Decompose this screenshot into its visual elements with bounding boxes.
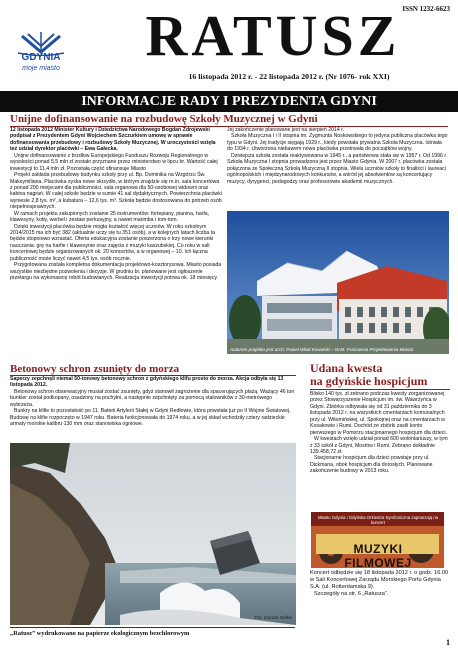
music-headline[interactable]: Unijne dofinansowanie na rozbudowę Szkoły Muzycznej w Gdyni: [10, 113, 318, 125]
music-paragraph: Dzięki inwestycji placówka będzie mogła kształcić więcej uczniów. W roku szkolnym 2014/2015 ma ich być 382 (aktualnie uczy się tu 351 osób), a w kolejnych latach liczba ta będzie stopniowo wzrastać. Oferta edukacyjna zostanie poszerzona o trzy nowe kierunki nauczania: grę na harfie i klawesynie oraz zajęcia z muzyki kaszubskiej. Co roku w sali koncertowej będzie organizowanych ok. 20 koncertów, a w organowej – 10. Ich łączna publiczność może liczyć nawet 4,5 tys. osób rocznie.: [10, 223, 216, 262]
bunker-photo-credit: Fot. Dorota Nelke: [254, 616, 292, 621]
issue-line: 16 listopada 2012 r. - 22 listopada 2012 r. (Nr 1076- rok XXI): [188, 72, 390, 81]
logo-subtitle: moje miasto: [22, 65, 60, 72]
gdynia-logo: [8, 32, 74, 80]
hospice-headline-rule: [310, 389, 450, 390]
music-paragraph: Jej zakończenie planowane jest na sierpień 2014 r.: [227, 127, 345, 133]
concert-paragraph: Koncert odbędzie się 18 listopada 2012 r. o godz. 16.00 w Sali Koncertowej Zarządu Morskiego Portu Gdynia S.A. (ul. Rotterdamska 9).: [310, 570, 449, 590]
music-paragraph: Projekt zakłada przebudowę budynku szkoły przy ul. Bp. Dominika na Wzgórzu Św. Maksymiliana. Placówka zyska nowe skrzydło, w którym znajdzie się m.in. sala koncertowa z ponad 200 miejscami dla publiczności, sala organowa dla 50-osobowej widowni oraz kabina nagrań. W całej szkole będzie w sumie 41 sal dydaktycznych. Powierzchnia placówki wyniesie 2,8 tys. m², a kubatura – 12,6 tys. m³. Szkoła będzie dostosowana do potrzeb osób niepełnosprawnych.: [10, 172, 222, 211]
hospice-paragraph: Stacjonarne hospicjum dla dzieci powstaje przy ul. Dickmana, obok hospicjum dla dorosłych. Planowane zakończenie budowy w 2013 roku.: [310, 455, 433, 475]
building-render-image: [227, 211, 449, 354]
music-lead: 12 listopada 2012 Minister Kultury i Dziedzictwa Narodowego Bogdan Zdrojewski podpisał z Prezydentem Gdyni Wojciechem Szczurkiem umowę w sprawie dofinansowania przebudowy i rozbudowy Szkoły Muzycznej. W uroczystości wzięła też udział dyrektor placówki – Ewa Gałecka.: [10, 127, 216, 153]
page-number: 1: [446, 638, 450, 647]
hospice-headline-2[interactable]: na gdyńskie hospicjum: [310, 374, 428, 388]
concert-column: [310, 570, 450, 616]
section-title: INFORMACJE RADY I PREZYDENTA GDYNI: [0, 91, 458, 112]
footer-note: „Ratusz” wydrukowano na papierze ekologicznym bezchlorowym: [10, 630, 190, 637]
footer-rule: [10, 627, 295, 628]
music-paragraph: Unijne dofinansowanie z brzdłow Europejskiego Funduszu Rozwoju Regionalnego w wysokości ponad 5,5 mln zł zostało przyznane przez ministerstwo w lipcu br. Wartość całej inwestycji to 11,4 mln zł. Pozostałą część sfinansuje Miasto: [10, 152, 218, 172]
newspaper-title: RATUSZ: [145, 3, 401, 68]
bunker-headline[interactable]: Betonowy schron zsunięty do morza: [10, 363, 180, 375]
music-photo-caption: Autorem projektu jest arch. Paweł Wład Kowalski – W.M. Pracownia Projektowania Miasta: [230, 347, 414, 352]
music-paragraph: W ramach projektu zakupionych zostanie 25 instrumentów: fortepiany, pianina, harfa, klawesyny, kotły, werbel i zestaw perkusyjny, a nawet marimba i tom-tom.: [10, 210, 210, 224]
bunker-column: [10, 376, 296, 442]
hospice-headline-1[interactable]: Udana kwesta: [310, 361, 383, 375]
bunker-paragraph: Bunkry na klifie to pozostałość po 11. Baterii Artylerii Stałej w Gdyni Redłowie, która powstała już po II Wojnie Światowej. Budowę na klifie rozpoczęto w 1947 roku. Bateria funkcjonowała do 1974 roku, a w jej skład wchodziły cztery radzieckie armaty morskie kalibru 130 mm oraz stanowiska ogniowe.: [10, 408, 291, 428]
music-paragraph: Dzisiejsza szkoła została reaktywowana w 1945 r., a państwowa stała się w 1957 r. Od 1996 r. Szkoła Muzyczna I stopnia prowadzona jest przez Miasto Gdynia. W 2007 r. placówka została połączona ze Społeczną Szkołą Muzyczną II stopnia. Wielu uczniów szkoły to finaliści i laureaci ogólnopolskich i międzynarodowych konkursów, a wśród jej absolwentów są koncertujący muzycy, dyrygenci, pedagodzy oraz profesorowie akademii muzycznych.: [227, 152, 448, 185]
concert-title: MUZYKI FILMOWEJ: [344, 542, 412, 570]
concert-header: Miasto Gdynia i Gdyńska Orkiestra Symfoniczna zapraszają na koncert: [317, 515, 439, 526]
masthead: [0, 0, 458, 92]
hospice-column: [310, 391, 450, 510]
concert-paragraph: Szczegóły na str. 6 „Ratusza”.: [314, 590, 389, 597]
hospice-paragraph: Blisko 140 tys. zł zebrano podczas kwesty zorganizowanej przez Stowarzyszenie Hospicjum im. św. Wawrzyńca w Gdyni. Zbiórka odbywała się od 31 października do 3 listopada 2012 r. na wszystkich cmentarzach komunalnych przy ul. Witomińskiej, ul. Spokojnej oraz na cmentarzach w Kosakowie i Rumi. Dochód ze zbiórki zasili konto pierwszego w Pomorzu stacjonarnego hospicjum dla dzieci.: [310, 391, 447, 436]
bunker-photo[interactable]: [10, 443, 296, 625]
music-column-right: [227, 127, 449, 209]
music-paragraph: Szkoła Muzyczna I i II stopnia im. Zygmunta Noskowskiego to jedyna publiczna placówka tego typu w Gdyni. Jej tradycje sięgają 1929 r., kiedy powstała prywatna Szkoła Muzyczna. Istniała do 1934 r. Utworzona niebawem nowa placówka przetrwała do początków wojny.: [227, 133, 448, 153]
music-paragraph: Przygotowana została kompletna dokumentacja projektowo-kosztorysowa. Miasto posiada wszystkie niezbędne pozwolenia i decyzje. W grudniu br. planowane jest ogłoszenie przetargu na wykonawcę robót budowlanych. Realizacja inwestycji potrwa ok. 18 miesięcy.: [10, 262, 222, 282]
music-column-left: [10, 127, 222, 361]
issn-number: ISSN 1232-6623: [402, 5, 450, 13]
bunker-paragraph: Betonowy schron obserwacyjny musiał zostać zsunięty, gdyż stanowił zagrożenie dla spacerujących plażą. Ważący 46 ton bunkier został podkopany, osadzony na pochyłni, a następnie zepchnięty za pomocą stalowników z 30-metrowego wybrzeża.: [10, 388, 295, 408]
bunker-lead: Saperzy zepchnęli niemal 50-tonowy betonowy schron z gdyńskiego klifu prosto do morza. Akcja odbyła się 13 listopada 2012.: [10, 376, 284, 389]
cliff-bunker-image: [10, 443, 296, 625]
music-school-photo[interactable]: [227, 211, 449, 354]
logo-title: GDYNIA: [21, 52, 61, 63]
hospice-paragraph: W kwestach wzięło udział ponad 600 wolontariuszy, w tym z 33 szkół z Gdyni, Mostów i Rumi. Zebrano dokładnie 139.458,72 zł.: [310, 436, 448, 455]
